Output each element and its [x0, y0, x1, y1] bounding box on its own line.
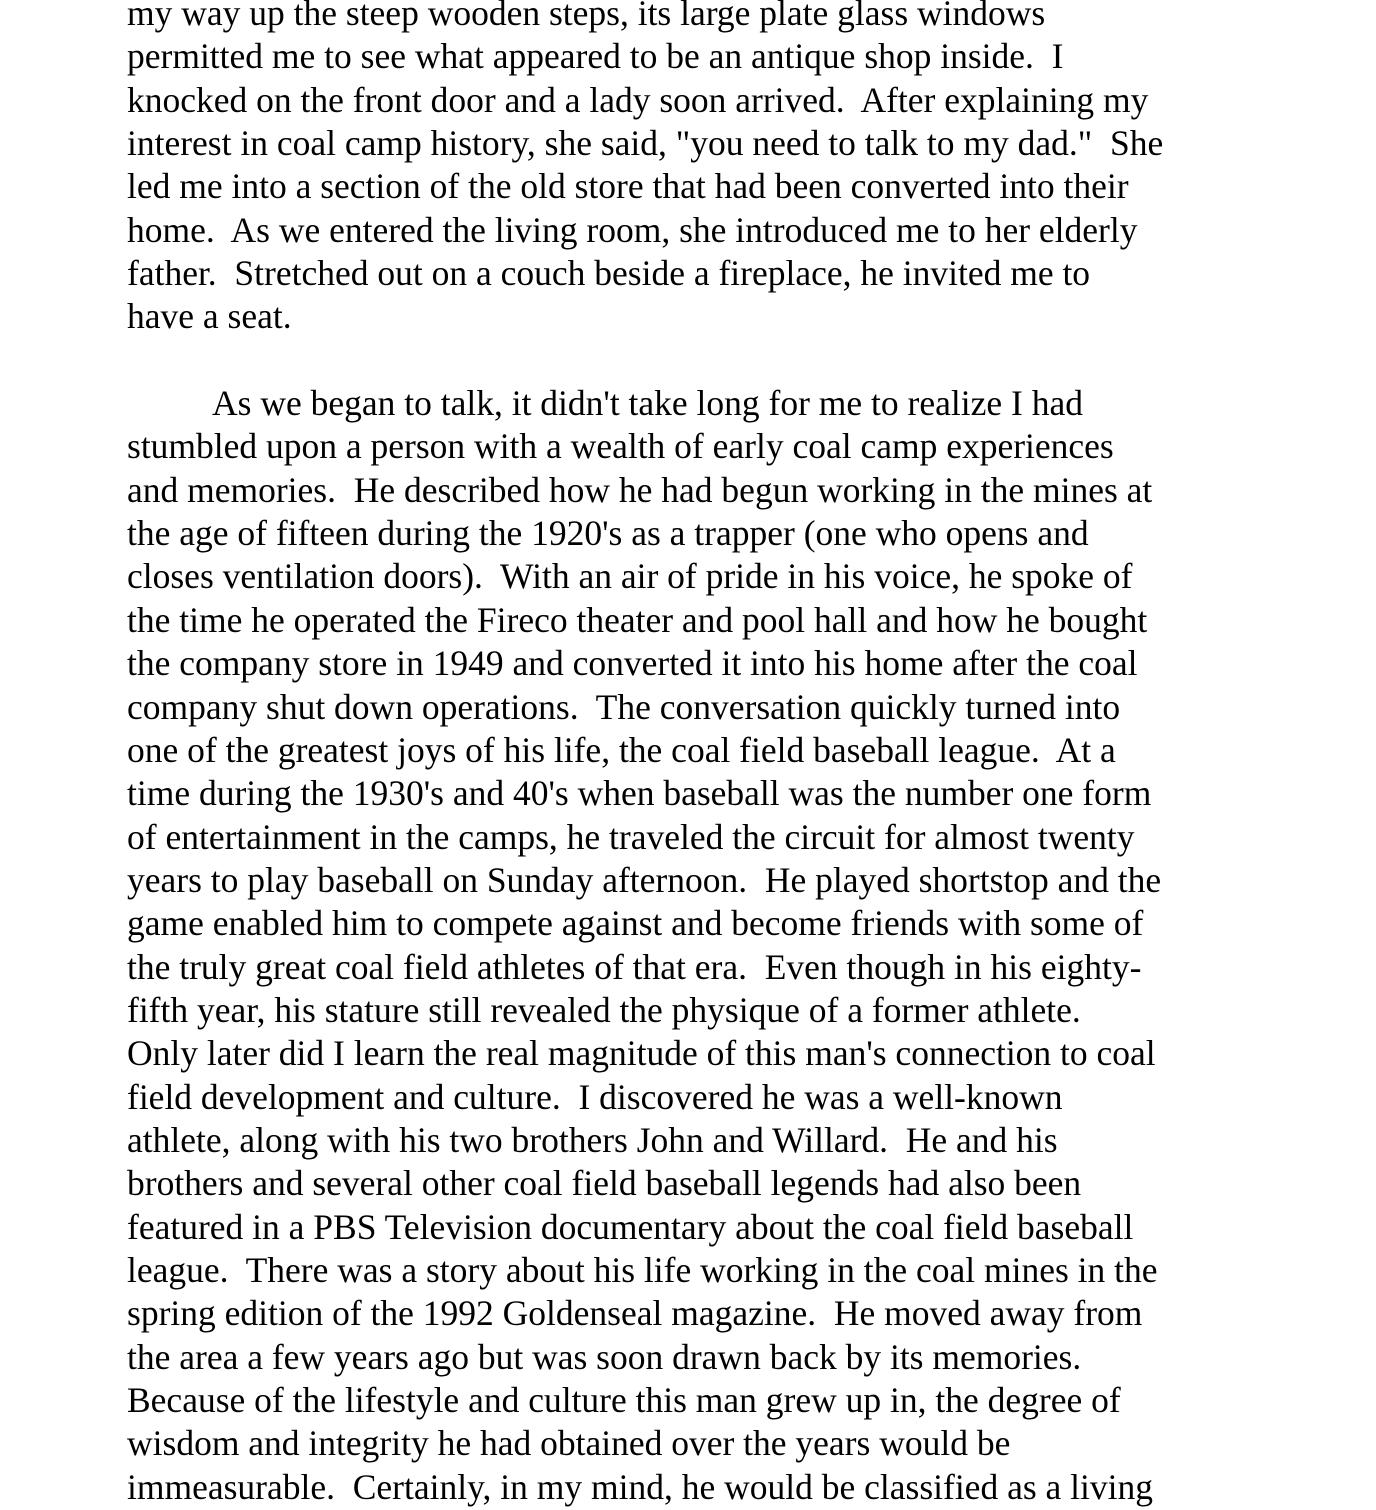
text-line: the company store in 1949 and converted it into his home after the coal — [127, 643, 1138, 684]
text-line: the area a few years ago but was soon drawn back by its memories. — [127, 1336, 1082, 1377]
text-line: permitted me to see what appeared to be an antique shop inside. I — [127, 36, 1064, 77]
text-line: field development and culture. I discovered he was a well-known — [127, 1076, 1063, 1117]
text-line: my way up the steep wooden steps, its large plate glass windows — [127, 0, 1046, 33]
text-line: of entertainment in the camps, he traveled the circuit for almost twenty — [127, 816, 1135, 857]
text-line: time during the 1930's and 40's when baseball was the number one form — [127, 773, 1152, 814]
text-line: brothers and several other coal field baseball legends had also been — [127, 1163, 1082, 1204]
text-line: closes ventilation doors). With an air of pride in his voice, he spoke of — [127, 556, 1133, 597]
text-line: one of the greatest joys of his life, the coal field baseball league. At a — [127, 729, 1116, 770]
text-line: fifth year, his stature still revealed the physique of a former athlete. — [127, 989, 1081, 1030]
text-line: have a seat. — [127, 296, 292, 337]
text-line: and memories. He described how he had begun working in the mines at — [127, 469, 1153, 510]
text-line: wisdom and integrity he had obtained over the years would be — [127, 1423, 1011, 1464]
document-page — [127, 0, 1257, 1509]
text-line: immeasurable. Certainly, in my mind, he would be classified as a living — [127, 1466, 1153, 1507]
text-line: the truly great coal field athletes of that era. Even though in his eighty- — [127, 946, 1142, 987]
text-line: athlete, along with his two brothers John and Willard. He and his — [127, 1119, 1058, 1160]
text-line: Only later did I learn the real magnitude of this man's connection to coal — [127, 1033, 1156, 1074]
text-line: home. As we entered the living room, she introduced me to her elderly — [127, 209, 1138, 250]
text-line: Because of the lifestyle and culture this man grew up in, the degree of — [127, 1380, 1121, 1420]
text-line: stumbled upon a person with a wealth of early coal camp experiences — [127, 426, 1114, 467]
text-line: the age of fifteen during the 1920's as a trapper (one who opens and — [127, 513, 1089, 554]
text-line: game enabled him to compete against and become friends with some of — [127, 903, 1144, 944]
text-line: spring edition of the 1992 Goldenseal magazine. He moved away from — [127, 1293, 1143, 1334]
text-line-indented: As we began to talk, it didn't take long for me to realize I had — [212, 383, 1083, 424]
text-line: knocked on the front door and a lady soon arrived. After explaining my — [127, 79, 1149, 120]
text-line: company shut down operations. The conversation quickly turned into — [127, 686, 1121, 727]
text-line: led me into a section of the old store that had been converted into their — [127, 166, 1129, 207]
paragraph-spacer — [127, 339, 1257, 382]
text-line: father. Stretched out on a couch beside a fireplace, he invited me to — [127, 253, 1091, 294]
text-line: years to play baseball on Sunday afternoon. He played shortstop and the — [127, 859, 1162, 900]
text-line: interest in coal camp history, she said, "you need to talk to my dad." She — [127, 123, 1164, 164]
text-line: league. There was a story about his life working in the coal mines in the — [127, 1249, 1158, 1290]
text-line: the time he operated the Fireco theater and pool hall and how he bought — [127, 599, 1148, 640]
paragraph-1 — [127, 0, 1257, 339]
text-line: featured in a PBS Television documentary about the coal field baseball — [127, 1206, 1134, 1247]
paragraph-2 — [127, 382, 1257, 1509]
